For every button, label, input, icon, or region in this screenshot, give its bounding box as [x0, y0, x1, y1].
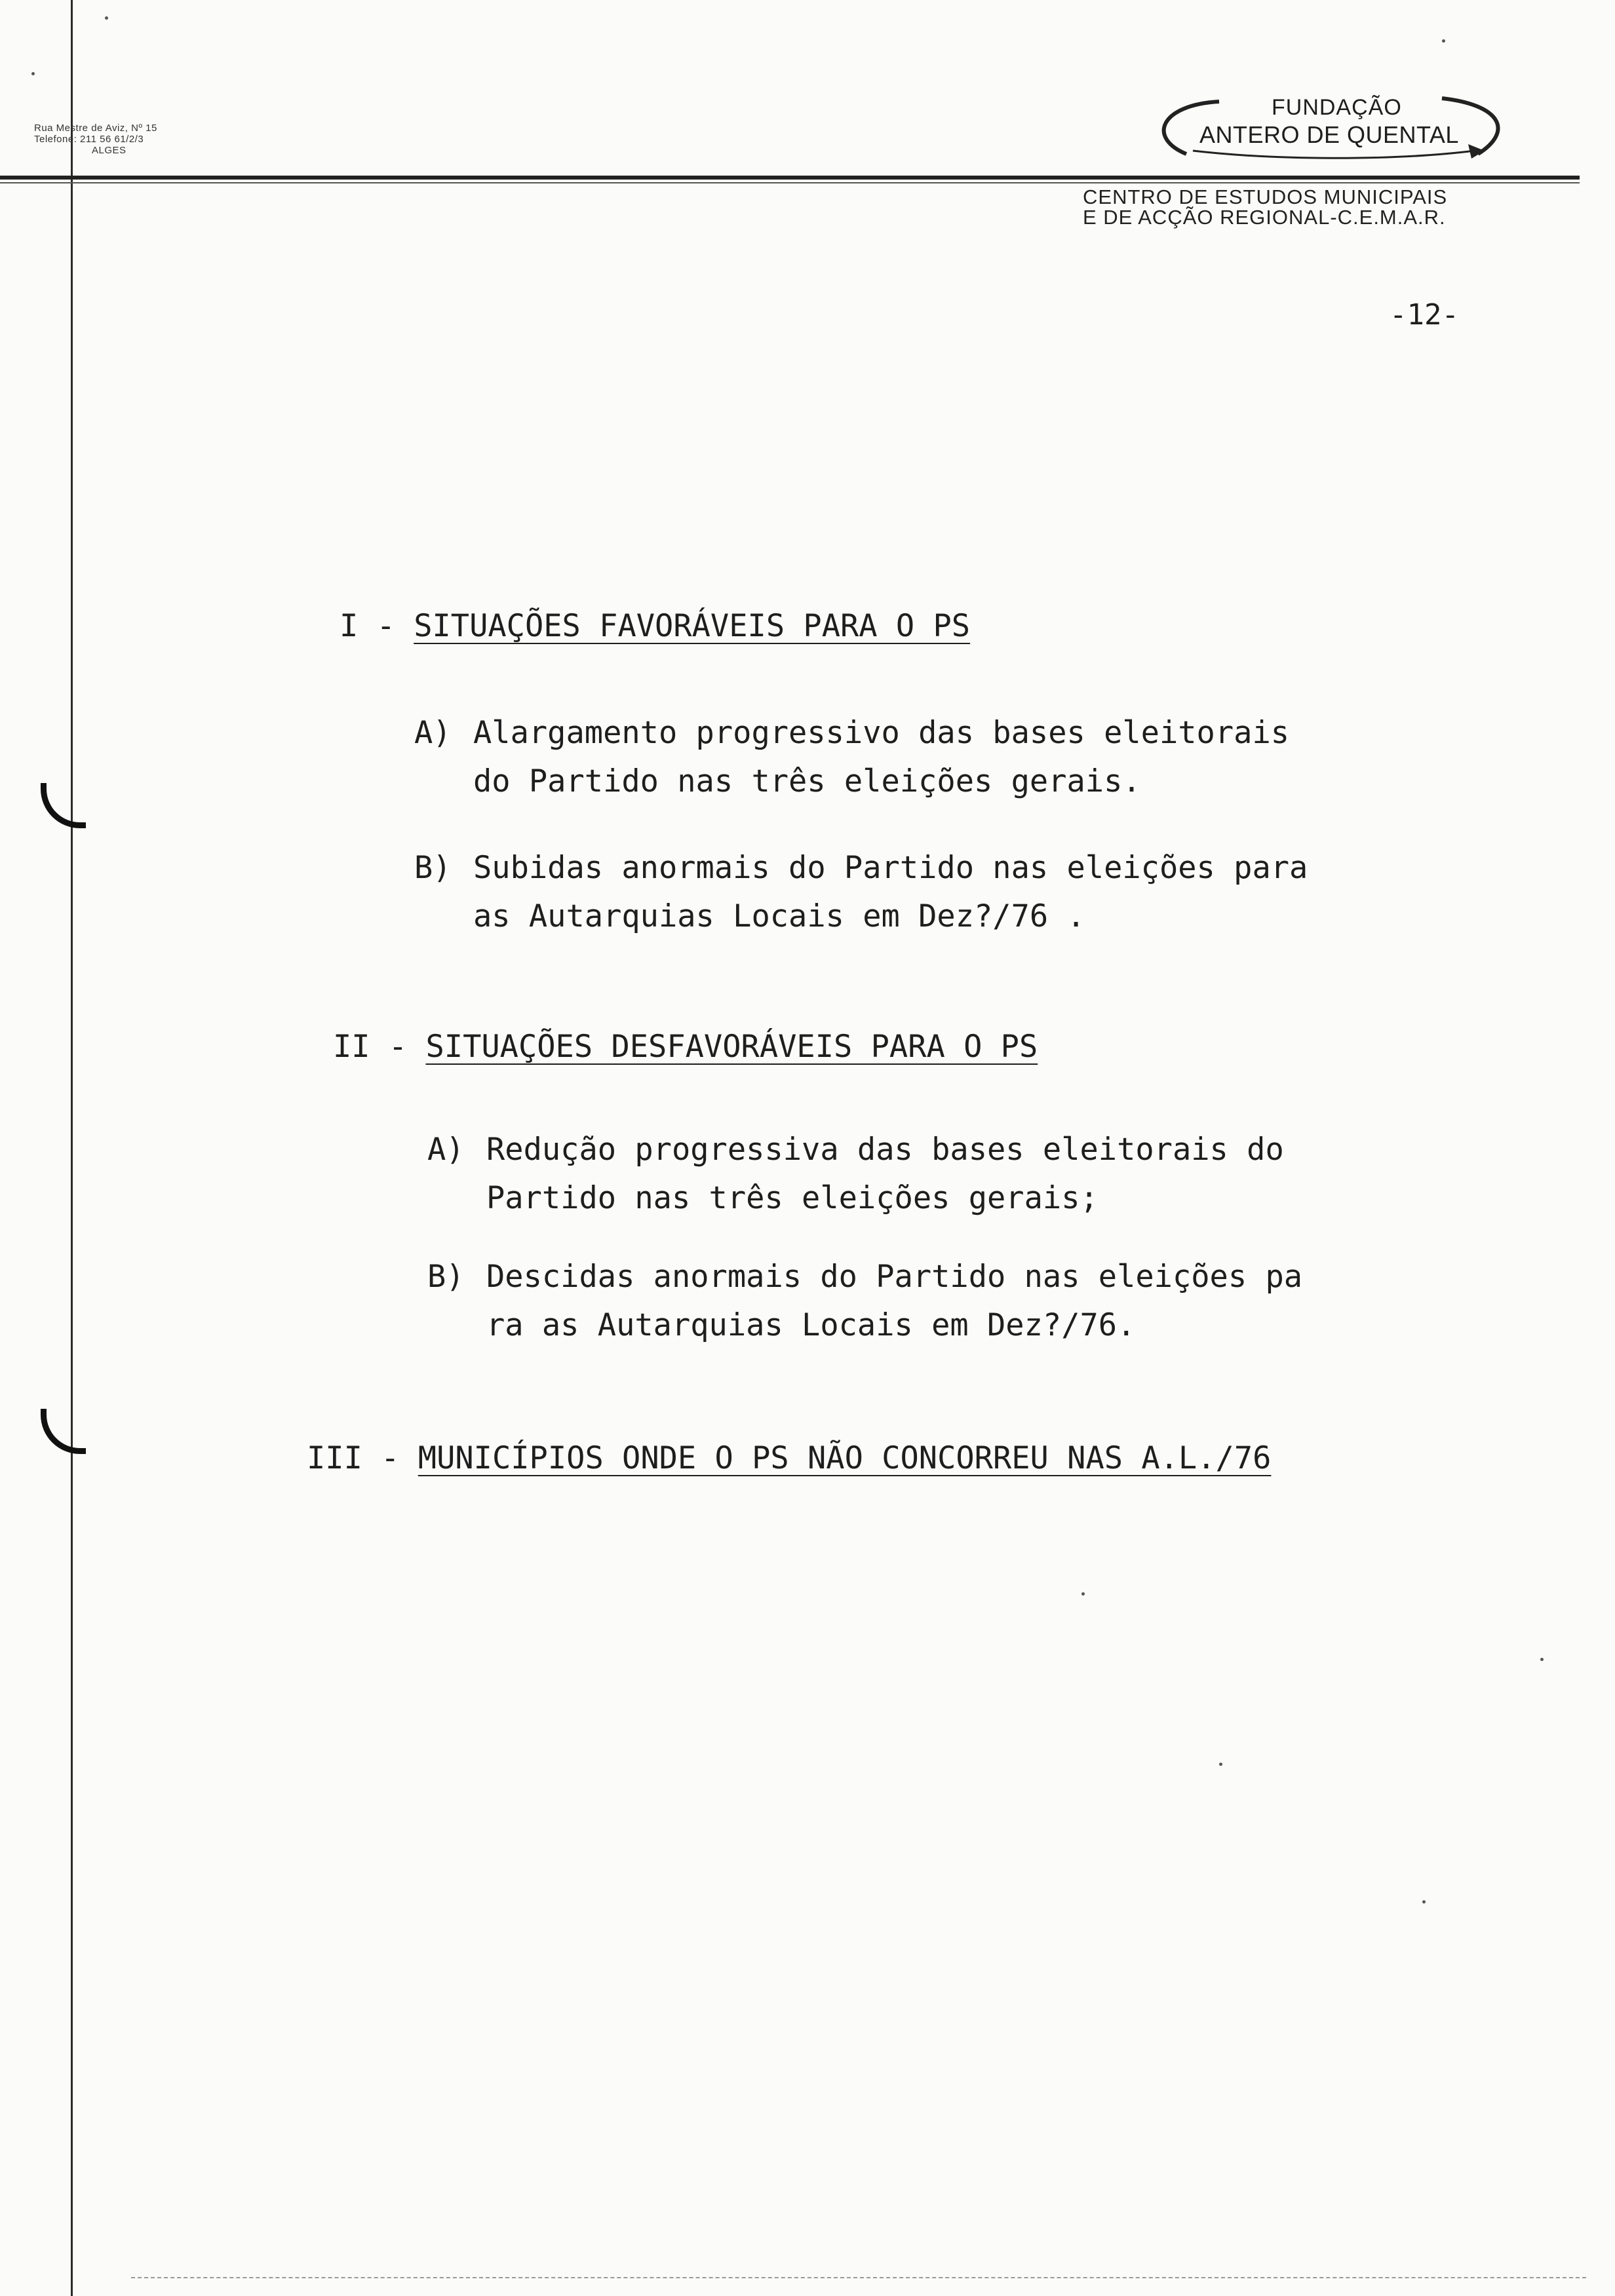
section-heading-3: [307, 1440, 1271, 1476]
city-line: ALGES: [92, 145, 126, 156]
address-line: Rua Mestre de Aviz, Nº 15: [34, 123, 157, 134]
binding-margin-line: [71, 0, 73, 2296]
item-label: A): [427, 1132, 465, 1168]
letterhead-rule: [0, 176, 1580, 180]
section-heading-1: [340, 608, 970, 644]
item-line: Partido nas três eleições gerais;: [486, 1180, 1099, 1216]
page-number: -12-: [1390, 298, 1459, 332]
section-title: SITUAÇÕES FAVORÁVEIS PARA O PS: [414, 608, 971, 644]
list-item: [414, 844, 1308, 941]
punch-hole-mark: [41, 783, 86, 828]
scan-speck: [31, 72, 35, 75]
item-line: Alargamento progressivo das bases eleitorais: [473, 715, 1290, 751]
centro-line-1: CENTRO DE ESTUDOS MUNICIPAIS: [1083, 185, 1448, 208]
section-heading-2: [333, 1029, 1038, 1065]
scan-speck: [1442, 39, 1445, 43]
section-numeral: II -: [333, 1029, 408, 1065]
bottom-edge-line: [131, 2277, 1586, 2278]
item-label: A): [414, 715, 452, 751]
section-title: MUNICÍPIOS ONDE O PS NÃO CONCORREU NAS A.L./76: [418, 1440, 1272, 1476]
scan-speck: [1540, 1658, 1544, 1661]
scan-speck: [1081, 1592, 1085, 1596]
item-line: Redução progressiva das bases eleitorais do: [486, 1132, 1284, 1168]
section-numeral: III -: [307, 1440, 400, 1476]
logo-line-1: FUNDAÇÃO: [1272, 95, 1402, 120]
letterhead-rule-thin: [0, 182, 1580, 183]
scan-speck: [105, 16, 108, 20]
logo-line-2: ANTERO DE QUENTAL: [1199, 121, 1459, 148]
section-title: SITUAÇÕES DESFAVORÁVEIS PARA O PS: [425, 1029, 1038, 1065]
list-item: [427, 1253, 1302, 1350]
section-numeral: I -: [340, 608, 395, 644]
phone-line: Telefone: 211 56 61/2/3: [34, 134, 144, 145]
scan-speck: [1219, 1763, 1222, 1766]
foundation-logo: [1147, 92, 1514, 164]
item-line: do Partido nas três eleições gerais.: [473, 763, 1141, 799]
list-item: [414, 709, 1289, 806]
scan-speck: [1422, 1900, 1426, 1904]
centro-line-2: E DE ACÇÃO REGIONAL-C.E.M.A.R.: [1083, 206, 1446, 229]
item-label: B): [427, 1259, 465, 1295]
punch-hole-mark: [41, 1409, 86, 1454]
item-line: Descidas anormais do Partido nas eleições pa: [486, 1259, 1303, 1295]
item-line: as Autarquias Locais em Dez?/76 .: [473, 898, 1085, 934]
item-line: Subidas anormais do Partido nas eleições para: [473, 850, 1308, 886]
list-item: [427, 1126, 1284, 1223]
item-line: ra as Autarquias Locais em Dez?/76.: [486, 1307, 1136, 1343]
item-label: B): [414, 850, 452, 886]
